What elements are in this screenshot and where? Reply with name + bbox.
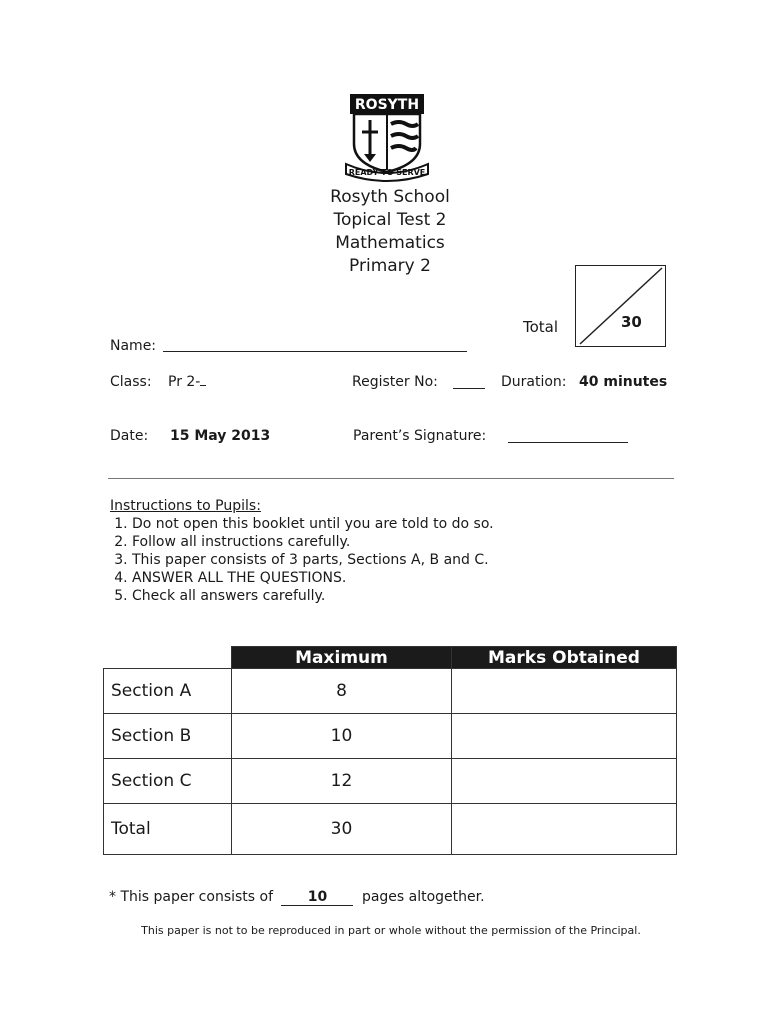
section-obtained[interactable] xyxy=(452,804,677,855)
instruction-item: 4. ANSWER ALL THE QUESTIONS. xyxy=(132,569,494,587)
signature-field[interactable] xyxy=(508,442,628,443)
section-name: Section C xyxy=(104,759,232,804)
instructions-list xyxy=(110,515,494,605)
pages-count: 10 xyxy=(281,889,353,906)
section-name: Section B xyxy=(104,714,232,759)
marks-table xyxy=(103,646,677,855)
class-label: Class: xyxy=(110,374,152,390)
class-value-text: Pr 2- xyxy=(168,374,201,390)
test-name: Topical Test 2 xyxy=(333,210,447,230)
level-name: Primary 2 xyxy=(349,256,431,276)
crest-motto-text: READY TO SERVE xyxy=(348,168,426,177)
total-label: Total xyxy=(523,318,559,336)
crest-banner-text: ROSYTH xyxy=(354,97,420,113)
section-obtained[interactable] xyxy=(452,714,677,759)
section-maximum: 30 xyxy=(232,804,452,855)
instruction-item: 2. Follow all instructions carefully. xyxy=(132,533,494,551)
name-field[interactable] xyxy=(163,351,467,352)
pages-note xyxy=(109,889,485,906)
date-label: Date: xyxy=(110,428,149,444)
pages-note-suffix: pages altogether. xyxy=(361,889,485,905)
pages-note-prefix: * This paper consists of xyxy=(109,889,274,905)
section-name: Total xyxy=(104,804,232,855)
class-value[interactable] xyxy=(168,374,206,390)
instruction-item: 1. Do not open this booklet until you are told to do so. xyxy=(132,515,494,533)
instructions xyxy=(110,497,494,605)
marks-table-header xyxy=(104,647,677,669)
section-obtained[interactable] xyxy=(452,759,677,804)
section-maximum: 8 xyxy=(232,669,452,714)
duration-value: 40 minutes xyxy=(579,374,668,390)
section-maximum: 12 xyxy=(232,759,452,804)
table-row-total xyxy=(104,804,677,855)
total-score-box xyxy=(575,265,666,347)
header-maximum: Maximum xyxy=(232,647,452,669)
section-obtained[interactable] xyxy=(452,669,677,714)
total-max-value: 30 xyxy=(621,313,642,331)
table-row xyxy=(104,714,677,759)
header-marks-obtained: Marks Obtained xyxy=(452,647,677,669)
total-box-diagonal xyxy=(576,266,665,346)
divider xyxy=(108,478,674,479)
section-name: Section A xyxy=(104,669,232,714)
school-crest-logo xyxy=(344,92,430,184)
copyright-notice: This paper is not to be reproduced in part or whole without the permission of the Principal. xyxy=(141,924,641,937)
duration-label: Duration: xyxy=(501,374,567,390)
header-blank xyxy=(104,647,232,669)
table-row xyxy=(104,759,677,804)
name-label: Name: xyxy=(110,338,157,354)
instruction-item: 5. Check all answers carefully. xyxy=(132,587,494,605)
table-row xyxy=(104,669,677,714)
instructions-title: Instructions to Pupils: xyxy=(110,498,261,514)
school-name: Rosyth School xyxy=(330,187,450,207)
signature-label: Parent’s Signature: xyxy=(353,428,487,444)
subject-name: Mathematics xyxy=(335,233,445,253)
section-maximum: 10 xyxy=(232,714,452,759)
instruction-item: 3. This paper consists of 3 parts, Sections A, B and C. xyxy=(132,551,494,569)
register-label: Register No: xyxy=(352,374,438,390)
date-value: 15 May 2013 xyxy=(170,428,271,444)
register-field[interactable] xyxy=(453,388,485,389)
